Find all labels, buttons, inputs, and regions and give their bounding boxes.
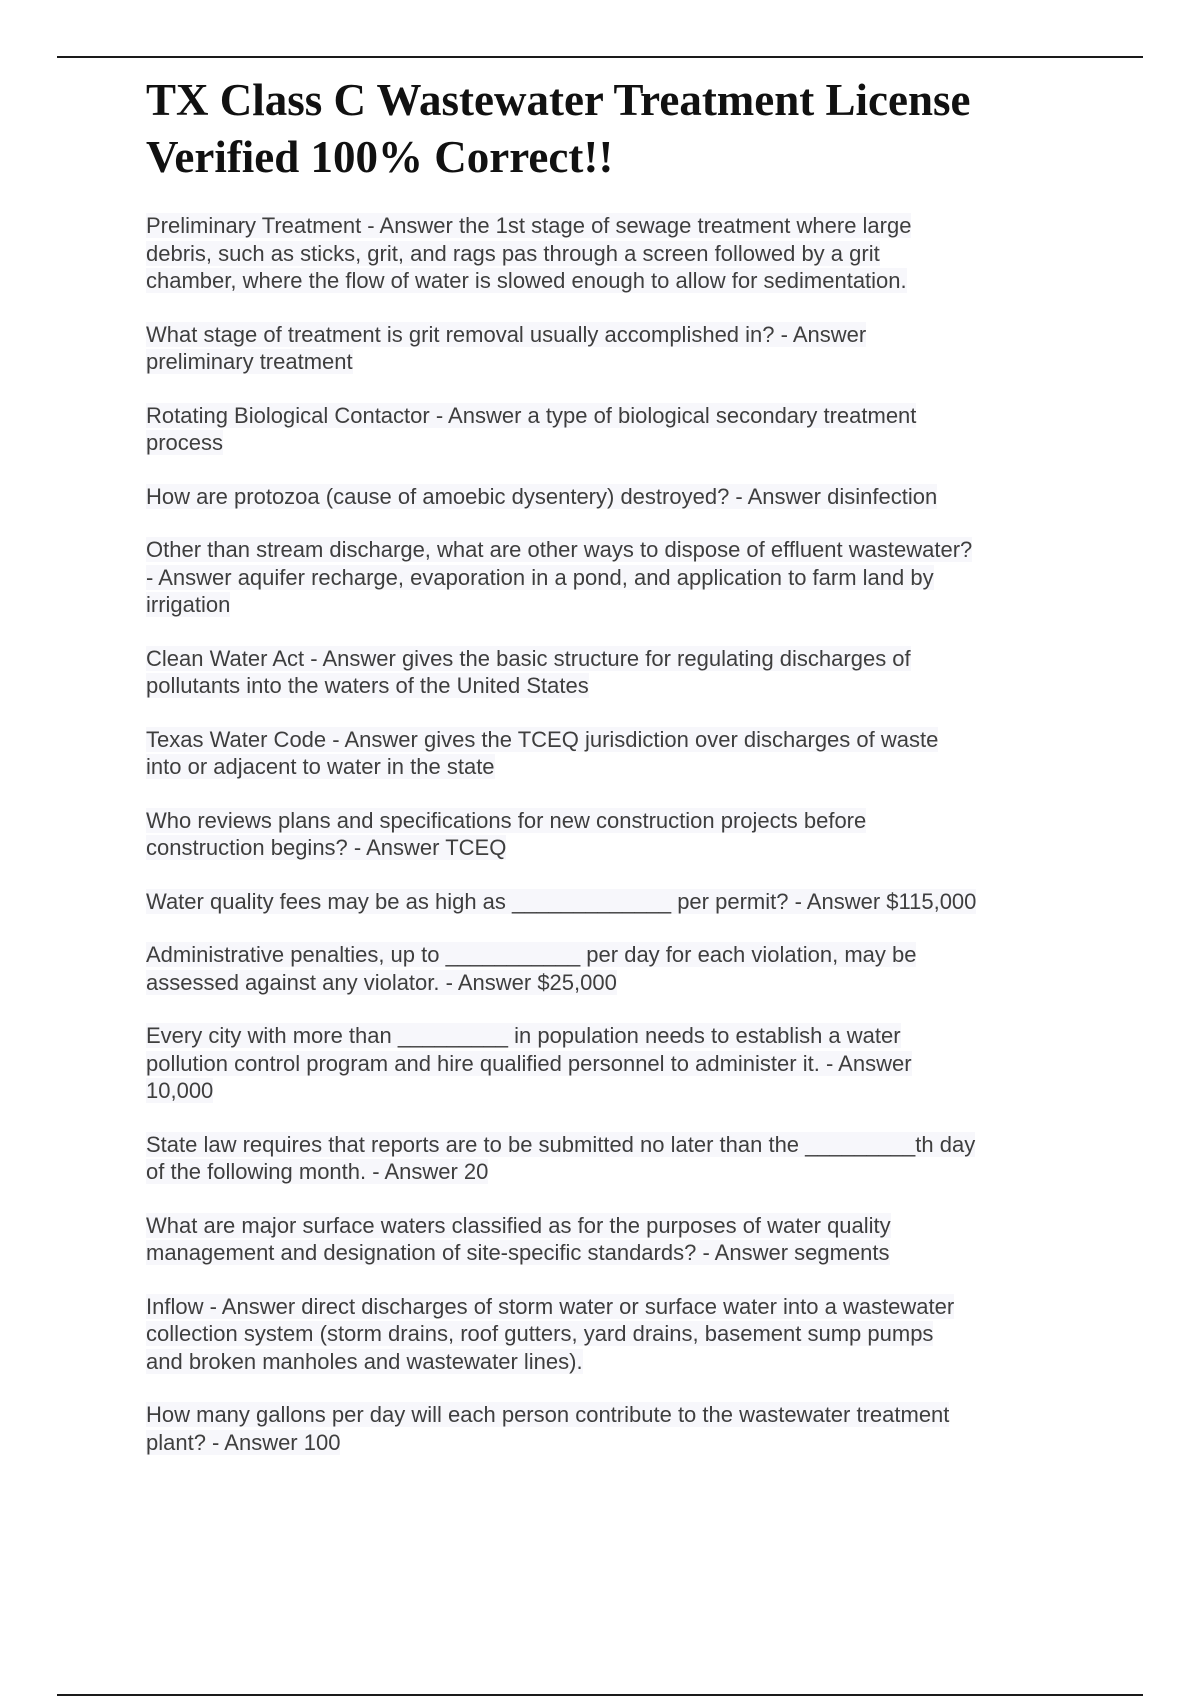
document-title: [146, 72, 1066, 186]
qa-item: [146, 321, 1066, 376]
qa-item-text: How are protozoa (cause of amoebic dysentery) destroyed? - Answer disinfection: [146, 483, 938, 509]
qa-list: [146, 212, 1066, 1456]
title-line-2: Verified 100% Correct!!: [146, 132, 614, 182]
qa-item: [146, 536, 1066, 619]
qa-item: [146, 402, 1066, 457]
qa-item: [146, 1401, 1066, 1456]
qa-item: [146, 212, 1066, 295]
qa-item: [146, 483, 1066, 511]
qa-item: [146, 1131, 1066, 1186]
qa-item-text: Texas Water Code - Answer gives the TCEQ jurisdiction over discharges of waste into or adjacent to water in the state: [146, 726, 939, 779]
qa-item: [146, 726, 1066, 781]
top-divider: [57, 56, 1143, 58]
document-body: [146, 72, 1066, 1482]
qa-item: [146, 1293, 1066, 1376]
qa-item-text: Who reviews plans and specifications for new construction projects before construction begins? - Answer TCEQ: [146, 807, 867, 860]
qa-item: [146, 645, 1066, 700]
title-line-1: TX Class C Wastewater Treatment License: [146, 75, 971, 125]
qa-item-text: Administrative penalties, up to ___________ per day for each violation, may be assessed against any violator. - Answer $25,000: [146, 942, 917, 995]
qa-item-text: Rotating Biological Contactor - Answer a type of biological secondary treatment process: [146, 402, 917, 455]
qa-item-text: Preliminary Treatment - Answer the 1st stage of sewage treatment where large debris, such as sticks, grit, and rags pas through a screen followed by a grit chamber, where the flow of water is slowed enough to allow for sedimentation.: [146, 213, 912, 293]
qa-item-text: State law requires that reports are to be submitted no later than the _________th day of the following month. - Answer 20: [146, 1131, 976, 1184]
qa-item: [146, 888, 1066, 916]
qa-item-text: How many gallons per day will each person contribute to the wastewater treatment plant? - Answer 100: [146, 1402, 950, 1455]
qa-item-text: Clean Water Act - Answer gives the basic structure for regulating discharges of pollutants into the waters of the United States: [146, 645, 911, 698]
qa-item: [146, 1212, 1066, 1267]
qa-item-text: What are major surface waters classified as for the purposes of water quality management and designation of site-specific standards? - Answer segments: [146, 1212, 891, 1265]
qa-item: [146, 1022, 1066, 1105]
qa-item-text: Other than stream discharge, what are other ways to dispose of effluent wastewater? - Answer aquifer recharge, evaporation in a pond, and application to farm land by irrigation: [146, 537, 973, 617]
qa-item-text: What stage of treatment is grit removal usually accomplished in? - Answer preliminary treatment: [146, 321, 867, 374]
qa-item: [146, 807, 1066, 862]
bottom-divider: [57, 1694, 1143, 1696]
qa-item-text: Every city with more than _________ in population needs to establish a water pollution control program and hire qualified personnel to administer it. - Answer 10,000: [146, 1023, 912, 1103]
qa-item-text: Inflow - Answer direct discharges of storm water or surface water into a wastewater collection system (storm drains, roof gutters, yard drains, basement sump pumps and broken manholes and wastewater lines).: [146, 1293, 955, 1374]
qa-item: [146, 941, 1066, 996]
qa-item-text: Water quality fees may be as high as _____________ per permit? - Answer $115,000: [146, 888, 977, 914]
